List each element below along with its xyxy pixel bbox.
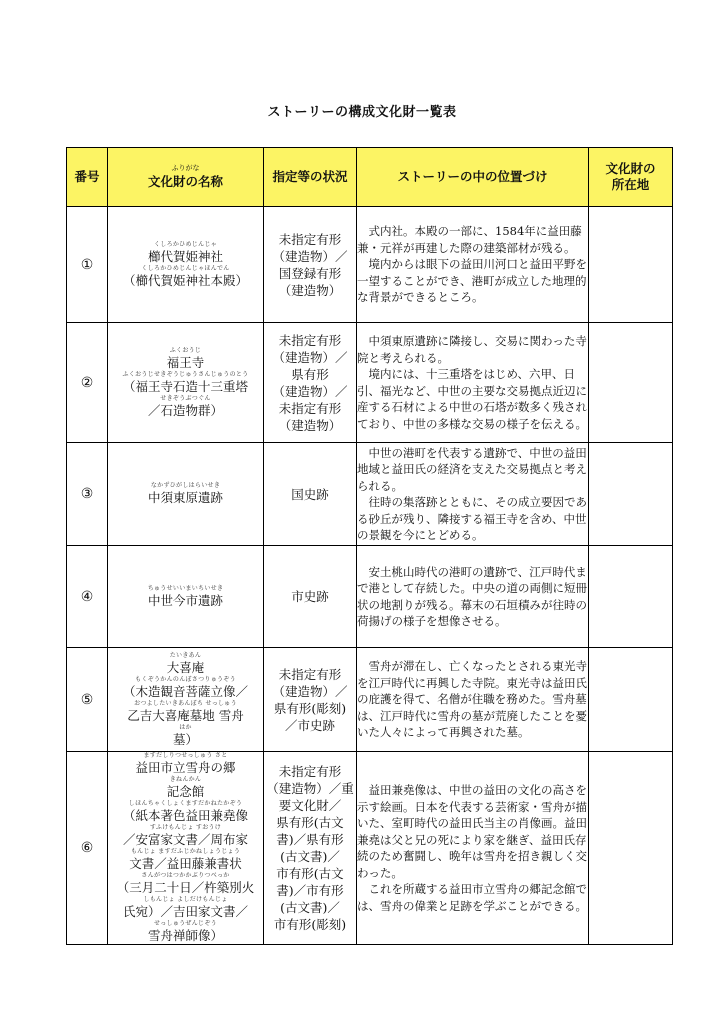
name-furigana: もんじょ ますだふじかねしょうじょう: [130, 848, 241, 855]
name-line: （三月二十日／杵築別火: [116, 880, 255, 895]
table-row: [67, 443, 673, 546]
name-furigana: しもんじょ よしだけもんじょ: [143, 896, 228, 903]
name-furigana: ふくおうじせきぞうじゅうさんじゅうのとう: [122, 370, 249, 378]
status-line: 未指定有形: [278, 400, 342, 416]
name-furigana: もくぞうかんのんぼさつりゅうぞう: [135, 675, 236, 683]
name-line: （木造観音菩薩立像／: [122, 683, 248, 699]
status-line: （建造物）／: [272, 383, 348, 399]
header-name: [108, 148, 264, 207]
table-row: [67, 323, 673, 443]
name-line: （紙本著色益田兼堯像: [122, 808, 248, 823]
row-number: ③: [67, 443, 108, 546]
name-line: ／石造物群）: [147, 402, 223, 418]
name-furigana: さんがつはつかかぶりつべっか: [141, 872, 230, 879]
name-line: 中須東原遺跡: [147, 490, 223, 505]
designation-status: [264, 546, 357, 648]
cultural-properties-table: [66, 147, 673, 945]
location-cell: [589, 546, 673, 648]
status-line: ／市史跡: [284, 717, 335, 733]
status-line: （建造物）: [278, 282, 342, 298]
name-line: 記念館: [166, 784, 205, 799]
name-line: 文書／益田藤兼書状: [129, 856, 242, 871]
status-line: 未指定有形: [278, 764, 342, 779]
status-line: 県有形: [291, 366, 329, 382]
name-furigana: なかずひがしはらいせき: [150, 482, 221, 489]
name-furigana: せきぞうぶつぐん: [160, 394, 211, 402]
name-line: 乙吉大喜庵墓地 雪舟: [127, 707, 244, 723]
status-line: （建造物）／: [272, 349, 348, 365]
header-position: ストーリーの中の位置づけ: [357, 148, 589, 207]
header-location-line2: 所在地: [611, 177, 650, 192]
table-row: [67, 648, 673, 752]
name-furigana: せっしゅうぜんじぞう: [154, 920, 217, 927]
property-name: [108, 323, 264, 443]
status-line: （建造物）／重: [266, 781, 354, 796]
property-name: [108, 443, 264, 546]
table-row: [67, 546, 673, 648]
name-line: 福王寺: [166, 354, 205, 370]
status-line: 国史跡: [291, 486, 329, 502]
story-position: [357, 648, 589, 752]
name-line: 中世今市遺跡: [147, 592, 223, 608]
story-position: [357, 207, 589, 323]
name-line: 櫛代賀姫神社: [147, 248, 223, 264]
name-furigana: くしろかひめじんじゃ: [153, 240, 217, 248]
property-name: [108, 648, 264, 752]
name-furigana: はか: [179, 723, 192, 731]
name-furigana: ふくおうじ: [169, 346, 202, 354]
property-name: [108, 546, 264, 648]
name-line: 氏宛）／吉田家文書／: [122, 904, 248, 919]
designation-status: [264, 323, 357, 443]
status-line: （建造物）／: [272, 248, 348, 264]
header-name-label: 文化財の名称: [147, 174, 223, 189]
table-header-row: [67, 148, 673, 207]
designation-status: [264, 207, 357, 323]
status-line: 市史跡: [291, 589, 329, 604]
page-title: ストーリーの構成文化財一覧表: [267, 105, 457, 120]
status-line: 国登録有形: [278, 265, 342, 281]
story-position: [357, 546, 589, 648]
location-cell: [589, 323, 673, 443]
table-row: [67, 752, 673, 945]
status-line: (古文書)／: [280, 900, 340, 915]
status-line: 未指定有形: [278, 231, 342, 247]
name-line: 益田市立雪舟の郷: [135, 760, 236, 775]
row-number: ⑤: [67, 648, 108, 752]
header-location: [589, 148, 673, 207]
status-line: 未指定有形: [278, 666, 342, 682]
description-paragraph: 境内には、十三重塔をはじめ、六甲、日引、福光など、中世の主要な交易拠点近辺に産する石材による中世の石塔が数多く残されており、中世の多様な交易の様子を伝える。: [357, 367, 587, 431]
location-cell: [589, 648, 673, 752]
description-paragraph: 式内社。本殿の一部に、1584年に益田藤兼・元祥が再建した際の建築部材が残る。: [357, 224, 582, 255]
story-position: [357, 323, 589, 443]
description-paragraph: 益田兼堯像は、中世の益田の文化の高さを示す絵画。日本を代表する芸術家・雪舟が描いた、室町時代の益田氏当主の肖像画。益田兼堯は父と兄の死により家を継ぎ、益田氏存続のため奮闘し、晩年は雪舟を招き親しく交わった。: [357, 783, 587, 880]
location-cell: [589, 443, 673, 546]
description-paragraph: 安土桃山時代の港町の遺跡で、江戸時代まで港として存続した。中央の道の両側に短冊状の地割りが残る。幕末の石垣積みが往時の荷揚げの様子を想像させる。: [357, 564, 587, 628]
description-paragraph: 雪舟が滞在し、亡くなったとされる東光寺を江戸時代に再興した寺院。東光寺は益田氏の庇護を得て、名僧が住職を務めた。雪舟墓は、江戸時代に雪舟の墓が荒廃したことを憂いた人々によって再興された墓。: [357, 659, 587, 740]
table-row: [67, 207, 673, 323]
name-line: （福王寺石造十三重塔: [122, 378, 248, 394]
name-line: 墓）: [172, 731, 198, 747]
description-paragraph: 中須東原遺跡に隣接し、交易に関わった寺院と考えられる。: [357, 334, 587, 365]
description-paragraph: 中世の港町を代表する遺跡で、中世の益田地域と益田氏の経済を支えた交易拠点と考えられる。: [357, 445, 587, 493]
row-number: ②: [67, 323, 108, 443]
header-number: 番号: [67, 148, 108, 207]
row-number: ④: [67, 546, 108, 648]
name-line: 大喜庵: [166, 659, 205, 675]
header-name-ruby: ふりがな: [171, 164, 200, 172]
status-line: （建造物）／: [272, 683, 348, 699]
property-name: [108, 207, 264, 323]
status-line: 県有形(彫刻): [273, 700, 347, 716]
name-furigana: しほんちゃくしょくますだかねたかぞう: [128, 800, 243, 807]
status-line: 市有形(古文: [276, 866, 344, 881]
designation-status: [264, 648, 357, 752]
status-line: （建造物）: [278, 417, 342, 433]
name-furigana: くしろかひめじんじゃほんでん: [141, 264, 230, 272]
designation-status: [264, 752, 357, 945]
row-number: ①: [67, 207, 108, 323]
name-line: （櫛代賀姫神社本殿）: [122, 272, 248, 288]
location-cell: [589, 752, 673, 945]
description-paragraph: 往時の集落跡とともに、その成立要因である砂丘が残り、隣接する福王寺を含め、中世の景観を今にとどめる。: [357, 495, 587, 542]
story-position: [357, 752, 589, 945]
status-line: 県有形(古文: [276, 815, 344, 830]
status-line: 書)／県有形: [276, 832, 344, 847]
status-line: 市有形(彫刻): [273, 917, 347, 932]
name-furigana: きねんかん: [169, 776, 202, 783]
header-status: 指定等の状況: [264, 148, 357, 207]
story-position: [357, 443, 589, 546]
description-paragraph: 境内からは眼下の益田川河口と益田平野を一望することができ、港町が成立した地理的な背景ができるところ。: [357, 257, 587, 305]
description-paragraph: これを所蔵する益田市立雪舟の郷記念館では、雪舟の偉業と足跡を学ぶことができる。: [357, 882, 587, 913]
location-cell: [589, 207, 673, 323]
status-line: 要文化財／: [278, 798, 342, 813]
name-line: 雪舟禅師像）: [147, 928, 223, 943]
header-location-line1: 文化財の: [605, 161, 656, 176]
name-furigana: ますだしりつせっしゅう さと: [143, 752, 228, 759]
name-furigana: ちゅうせいいまいちいせき: [147, 584, 224, 592]
designation-status: [264, 443, 357, 546]
name-line: ／安富家文書／周布家: [122, 832, 248, 847]
property-name: [108, 752, 264, 945]
status-line: 書)／市有形: [276, 883, 344, 898]
name-furigana: すふけもんじょ すおうけ: [149, 824, 222, 831]
name-furigana: たいきあん: [169, 651, 202, 659]
status-line: (古文書)／: [280, 849, 340, 864]
row-number: ⑥: [67, 752, 108, 945]
status-line: 未指定有形: [278, 332, 342, 348]
name-furigana: おつよしたいきあんぼち せっしゅう: [134, 699, 237, 707]
